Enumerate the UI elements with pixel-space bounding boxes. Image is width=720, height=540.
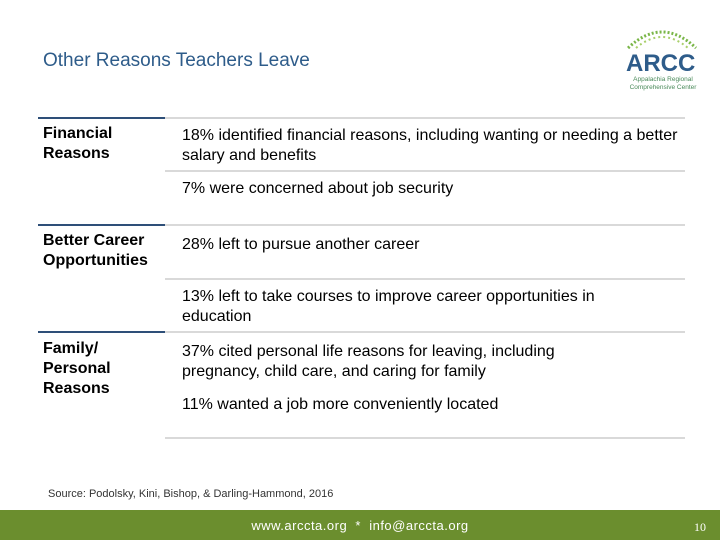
divider bbox=[165, 437, 685, 439]
page-title: Other Reasons Teachers Leave bbox=[43, 50, 310, 71]
list-item: 13% left to take courses to improve career opportunities in education bbox=[182, 288, 595, 325]
list-item: 28% left to pursue another career bbox=[182, 236, 420, 253]
list-item: 7% were concerned about job security bbox=[182, 180, 454, 197]
list-item: 18% identified financial reasons, including wanting or needing a better salary and benefits bbox=[182, 127, 678, 164]
page-number: 10 bbox=[694, 520, 706, 534]
divider bbox=[165, 224, 685, 226]
divider bbox=[165, 331, 685, 333]
divider bbox=[38, 224, 165, 226]
category-label: Financial Reasons bbox=[43, 125, 113, 162]
logo-tagline: Appalachia Regional Comprehensive Center bbox=[629, 76, 697, 91]
category-label: Better Career Opportunities bbox=[43, 232, 148, 269]
footer-contact: www.arccta.org * info@arccta.org bbox=[251, 518, 469, 533]
source-citation: Source: Podolsky, Kini, Bishop, & Darling-Hammond, 2016 bbox=[48, 488, 334, 500]
footer-bar bbox=[0, 510, 720, 540]
category-label: Family/ Personal Reasons bbox=[43, 340, 111, 397]
list-item: 37% cited personal life reasons for leaving, including pregnancy, child care, and caring for family bbox=[182, 343, 555, 380]
divider bbox=[165, 117, 685, 119]
divider bbox=[38, 331, 165, 333]
divider bbox=[165, 170, 685, 172]
divider bbox=[165, 278, 685, 280]
list-item: 11% wanted a job more conveniently located bbox=[182, 396, 499, 413]
divider bbox=[38, 117, 165, 119]
arcc-logo bbox=[614, 20, 710, 91]
logo-arc-icon bbox=[614, 20, 710, 50]
logo-name: ARCC bbox=[626, 50, 696, 77]
